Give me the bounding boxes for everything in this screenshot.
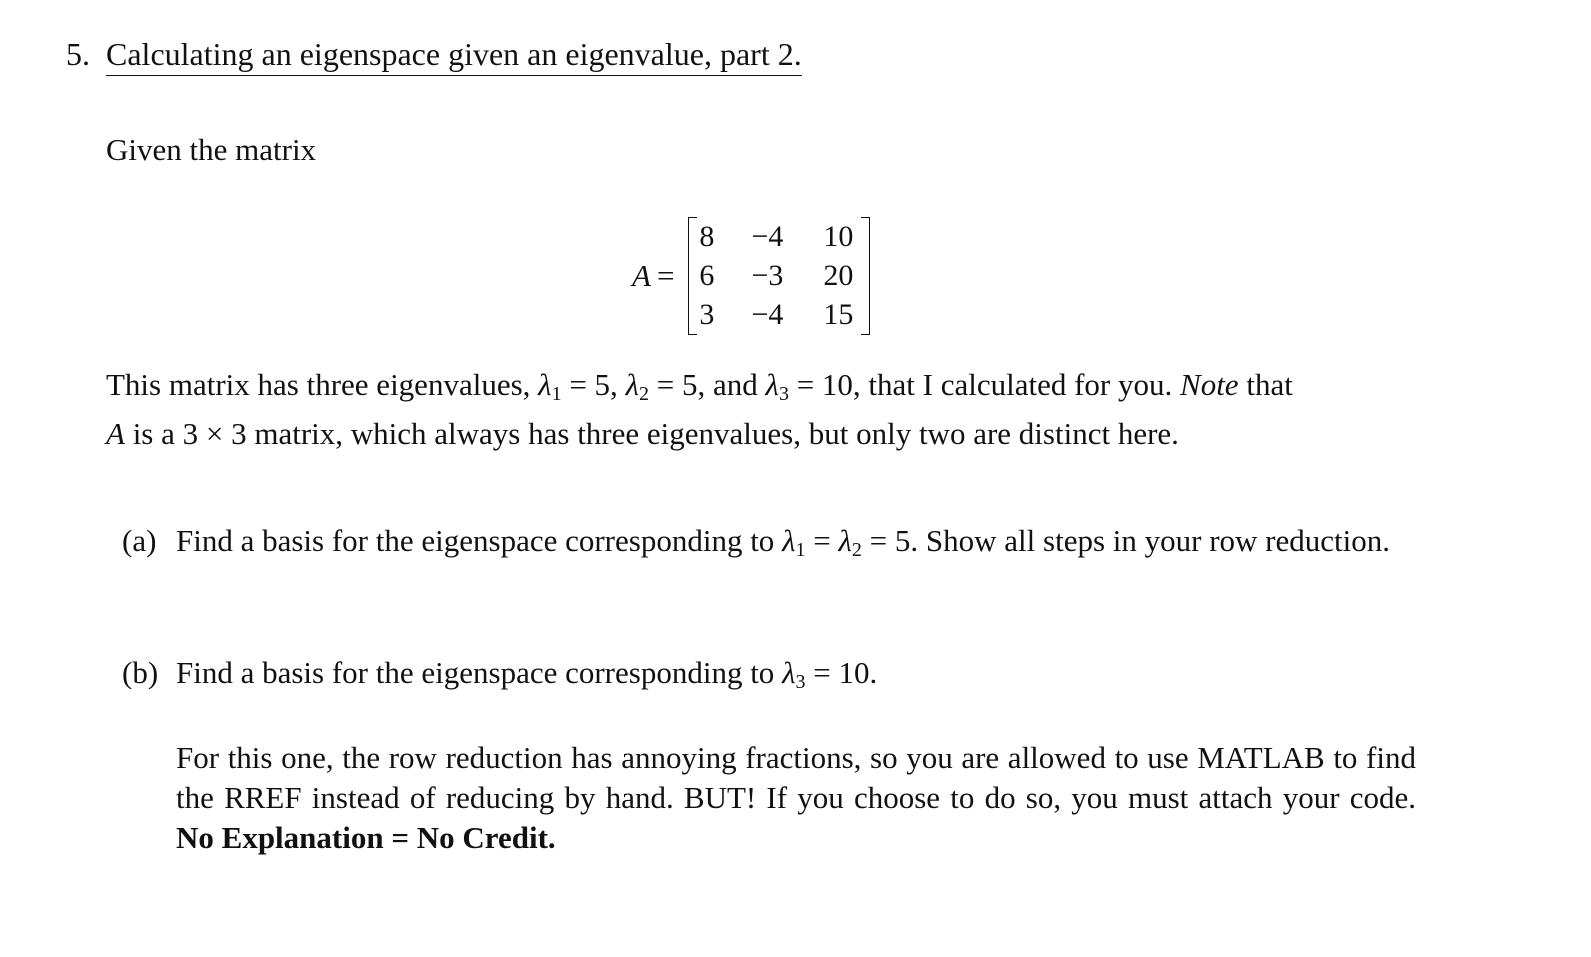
matrix-equals: = bbox=[656, 258, 675, 293]
intro-text: Given the matrix bbox=[106, 132, 317, 167]
note-italic: Note bbox=[1180, 367, 1239, 402]
matrix-grid bbox=[697, 218, 861, 335]
part-b bbox=[122, 653, 1416, 702]
description-line-1: This matrix has three eigenvalues, $\lambda_1 = 5$, $\lambda_2 = 5$, and $\lambda_3 = 10$, that I calculated for you. Note that bbox=[106, 367, 1293, 405]
matlab-note-text: For this one, the row reduction has annoying fractions, so you are allowed to use MATLAB to find the RREF instead of reducing by hand. BUT! If you choose to do so, you must attach your code. bbox=[176, 740, 1416, 815]
part-b-label: (b) bbox=[122, 655, 159, 690]
part-a bbox=[122, 521, 1416, 570]
right-bracket bbox=[861, 217, 870, 335]
matrix-cell: 3 bbox=[699, 298, 715, 331]
matrix-cell: 15 bbox=[823, 298, 854, 331]
part-a-label: (a) bbox=[122, 523, 157, 558]
matrix-cell: 20 bbox=[823, 259, 854, 292]
left-bracket bbox=[688, 217, 697, 335]
eigenvalue-description bbox=[106, 365, 1416, 454]
problem-heading bbox=[66, 36, 802, 76]
part-b-text: Find a basis for the eigenspace corresponding to $\lambda_3 = 10$. bbox=[176, 655, 878, 693]
matlab-note bbox=[176, 738, 1416, 858]
description-line-2: A is a 3 × 3 matrix, which always has three eigenvalues, but only two are distinct here. bbox=[106, 416, 1179, 451]
matrix-equation bbox=[632, 216, 870, 336]
matrix-cell: 6 bbox=[699, 259, 715, 292]
matrix-cell: 8 bbox=[699, 220, 715, 253]
part-a-text: Find a basis for the eigenspace corresponding to $\lambda_1 = \lambda_2 = 5$. Show all steps in your row reduction. bbox=[176, 523, 1390, 561]
matrix-cell: −3 bbox=[751, 259, 784, 292]
matrix-cell: −4 bbox=[751, 298, 784, 331]
matrix-cell: 10 bbox=[823, 220, 854, 253]
matrix-cell: −4 bbox=[751, 220, 784, 253]
problem-number: 5. bbox=[66, 36, 90, 72]
no-credit-warning: No Explanation = No Credit. bbox=[176, 820, 556, 855]
matrix-name: A bbox=[632, 258, 651, 293]
problem-title: Calculating an eigenspace given an eigenvalue, part 2. bbox=[106, 36, 802, 76]
